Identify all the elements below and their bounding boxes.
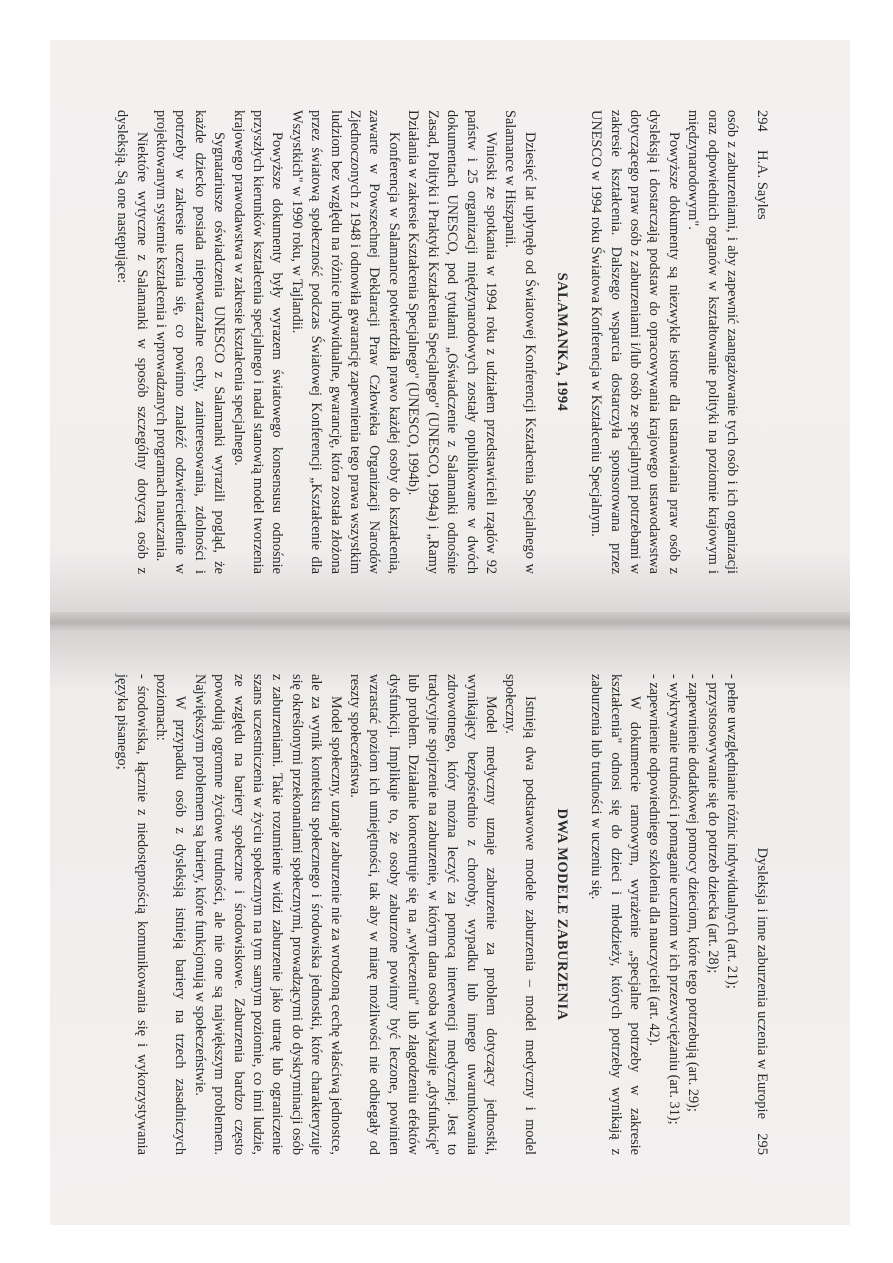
page-number: 295 [754,1133,770,1155]
guideline-list [644,674,741,1155]
paragraph: osób z zaburzeniami, i aby zapewnić zaangażowanie tych osób i ich organizacji oraz odpowiednich organów w kształtowanie polityki na poziomie krajowym i międzynarodowym". [685,110,740,574]
book-spread-rotated [50,40,850,1225]
paragraph: Niektóre wytyczne z Salamanki w sposób szczególny dotyczą osób z dysleksją. Są one następujące: [114,110,150,574]
running-head-author: H.A. Sayles [754,150,770,220]
running-head [750,110,770,574]
page-number: 294 [754,110,770,132]
left-page [50,40,850,618]
paragraph: Model medyczny uznaje zaburzenie za problem dotyczący jednostki, wynikający bezpośrednio z choroby, wypadku lub innego uwarunkowania zdrowotnego, który można leczyć za pomocą interwencji medycznej. Jest to tradycyjne spojrzenie na zaburzenie, w którym dana osoba wykazuje „dysfunkcję" lub problem. Działanie koncentruje się na „wyleczeniu" lub złagodzeniu efektów dysfunkcji. Implikuje to, że osoby zaburzone powinny być leczone, powinien wzrastać poziom ich umiejętności, tak aby w miarę możliwości nie odbiegały od reszty społeczeństwa. [347,674,499,1155]
scanned-book-spread [50,40,850,1225]
paragraph: Wnioski ze spotkania w 1994 roku z udziałem przedstawicieli rządów 92 państw i 25 organizacji międzynarodowych zostały opublikowane w dwóch dokumentach UNESCO, pod tytułami „Oświadczenie z Salamanki odnośnie Zasad, Polityki i Praktyki Kształcenia Specjalnego" (UNESCO, 1994a) i „Ramy Działania w zakresie Kształcenia Specjalnego" (UNESCO, 1994b). [405,110,499,574]
paragraph: Konferencja w Salamance potwierdziła prawo każdej osoby do kształcenia, zawarte w Powszechnej Deklaracji Praw Człowieka Organizacji Narodów Zjednoczonych z 1948 i odnowiła gwarancję zapewnienia tego prawa wszystkim ludziom bez względu na różnice indywidualne, gwarancję, która została złożona przez światową społeczność podczas Światowej Konferencji „Kształcenie dla Wszystkich" w 1990 roku, w Tajlandii. [288,110,402,574]
paragraph: Powyższe dokumenty są niezwykle istotne dla ustanawiania praw osób z dysleksją i dostarczają podstaw do opracowywania krajowego ustawodawstwa dotyczącego praw osób z zaburzeniami i/lub osób ze specjalnymi potrzebami w zakresie kształcenia. Dalszego wsparcia dostarczyła sponsorowana przez UNESCO w 1994 roku Światowa Konferencja w Kształceniu Specjalnym. [588,110,682,574]
running-head [750,674,770,1155]
list-item: - wykrywanie trudności i pomaganie uczniom w ich przezwyciężaniu (art. 31); [665,674,682,1125]
paragraph: Sygnatariusze oświadczenia UNESCO z Salamanki wyrazili pogląd, że każde dziecko posiada niepowtarzalne cechy, zainteresowania, zdolności i potrzeby w zakresie uczenia się, co powinno znaleźć odzwierciedlenie w projektowanym systemie kształcenia i wprowadzanych programach nauczania. [153,110,228,574]
paragraph: Model społeczny, uznaje zaburzenie nie za wrodzoną cechę właściwą jednostce, ale za wynik kontekstu społecznego i środowiska jednostki, które charakteryzuje się określonymi przekonaniami społecznymi, prowadzącymi do dyskryminacji osób z zaburzeniami. Takie rozumienie widzi zaburzenie jako utratę lub ograniczenie szans uczestniczenia w życiu społecznym na tym samym poziomie, co inni ludzie, ze względu na bariery społeczne i środowiskowe. Zaburzenia bardzo często powodują ogromne życiowe trudności, ale nie one są największym problemem. Największym problemem są bariery, które funkcjonują w społeczeństwie. [191,674,344,1155]
paragraph: Powyższe dokumenty były wyrazem światowego konsensusu odnośnie przyszłych kierunków kształcenia specjalnego i nadal stanowią model tworzenia krajowego prawodawstwa w zakresie kształcenia specjalnego. [230,110,286,574]
section-heading: SALAMANKA, 1994 [553,272,570,412]
section-heading: DWA MODELE ZABURZENIA [553,808,570,1021]
paragraph: W przypadku osób z dysleksją istnieją bariery na trzech zasadniczych poziomach: [153,674,189,1155]
list-item: - środowiska, łącznie z niedostępnością komunikowania się i wykorzystywania języka pisanego; [114,674,150,1155]
list-item: - zapewnienie odpowiedniego szkolenia dla nauczycieli (art. 42). [646,674,663,1046]
running-head-title: Dysleksja i inne zaburzenia uczenia w Europie [754,847,770,1119]
right-page [50,630,850,1225]
list-item: - przystosowywanie się do potrzeb dziecka (art. 28); [704,674,721,974]
list-item: - zapewnienie dodatkowej pomocy dzieciom, które tego potrzebują (art. 29); [685,674,702,1112]
list-item: - pełne uwzględnianie różnic indywidualnych (art. 21); [724,674,740,989]
paragraph: Istnieją dwa podstawowe modele zaburzenia – model medyczny i model społeczny. [502,674,538,1155]
paragraph: Dziesięć lat upłynęło od Światowej Konferencji Kształcenia Specjalnego w Salamance w Hiszpanii. [502,110,538,574]
paragraph: W dokumencie ramowym, wyrażenie „specjalne potrzeby w zakresie kształcenia" odnosi się do dzieci i młodzieży, których potrzeby wynikają z zaburzenia lub trudności w uczeniu się. [588,674,643,1155]
barrier-list [112,674,151,1155]
